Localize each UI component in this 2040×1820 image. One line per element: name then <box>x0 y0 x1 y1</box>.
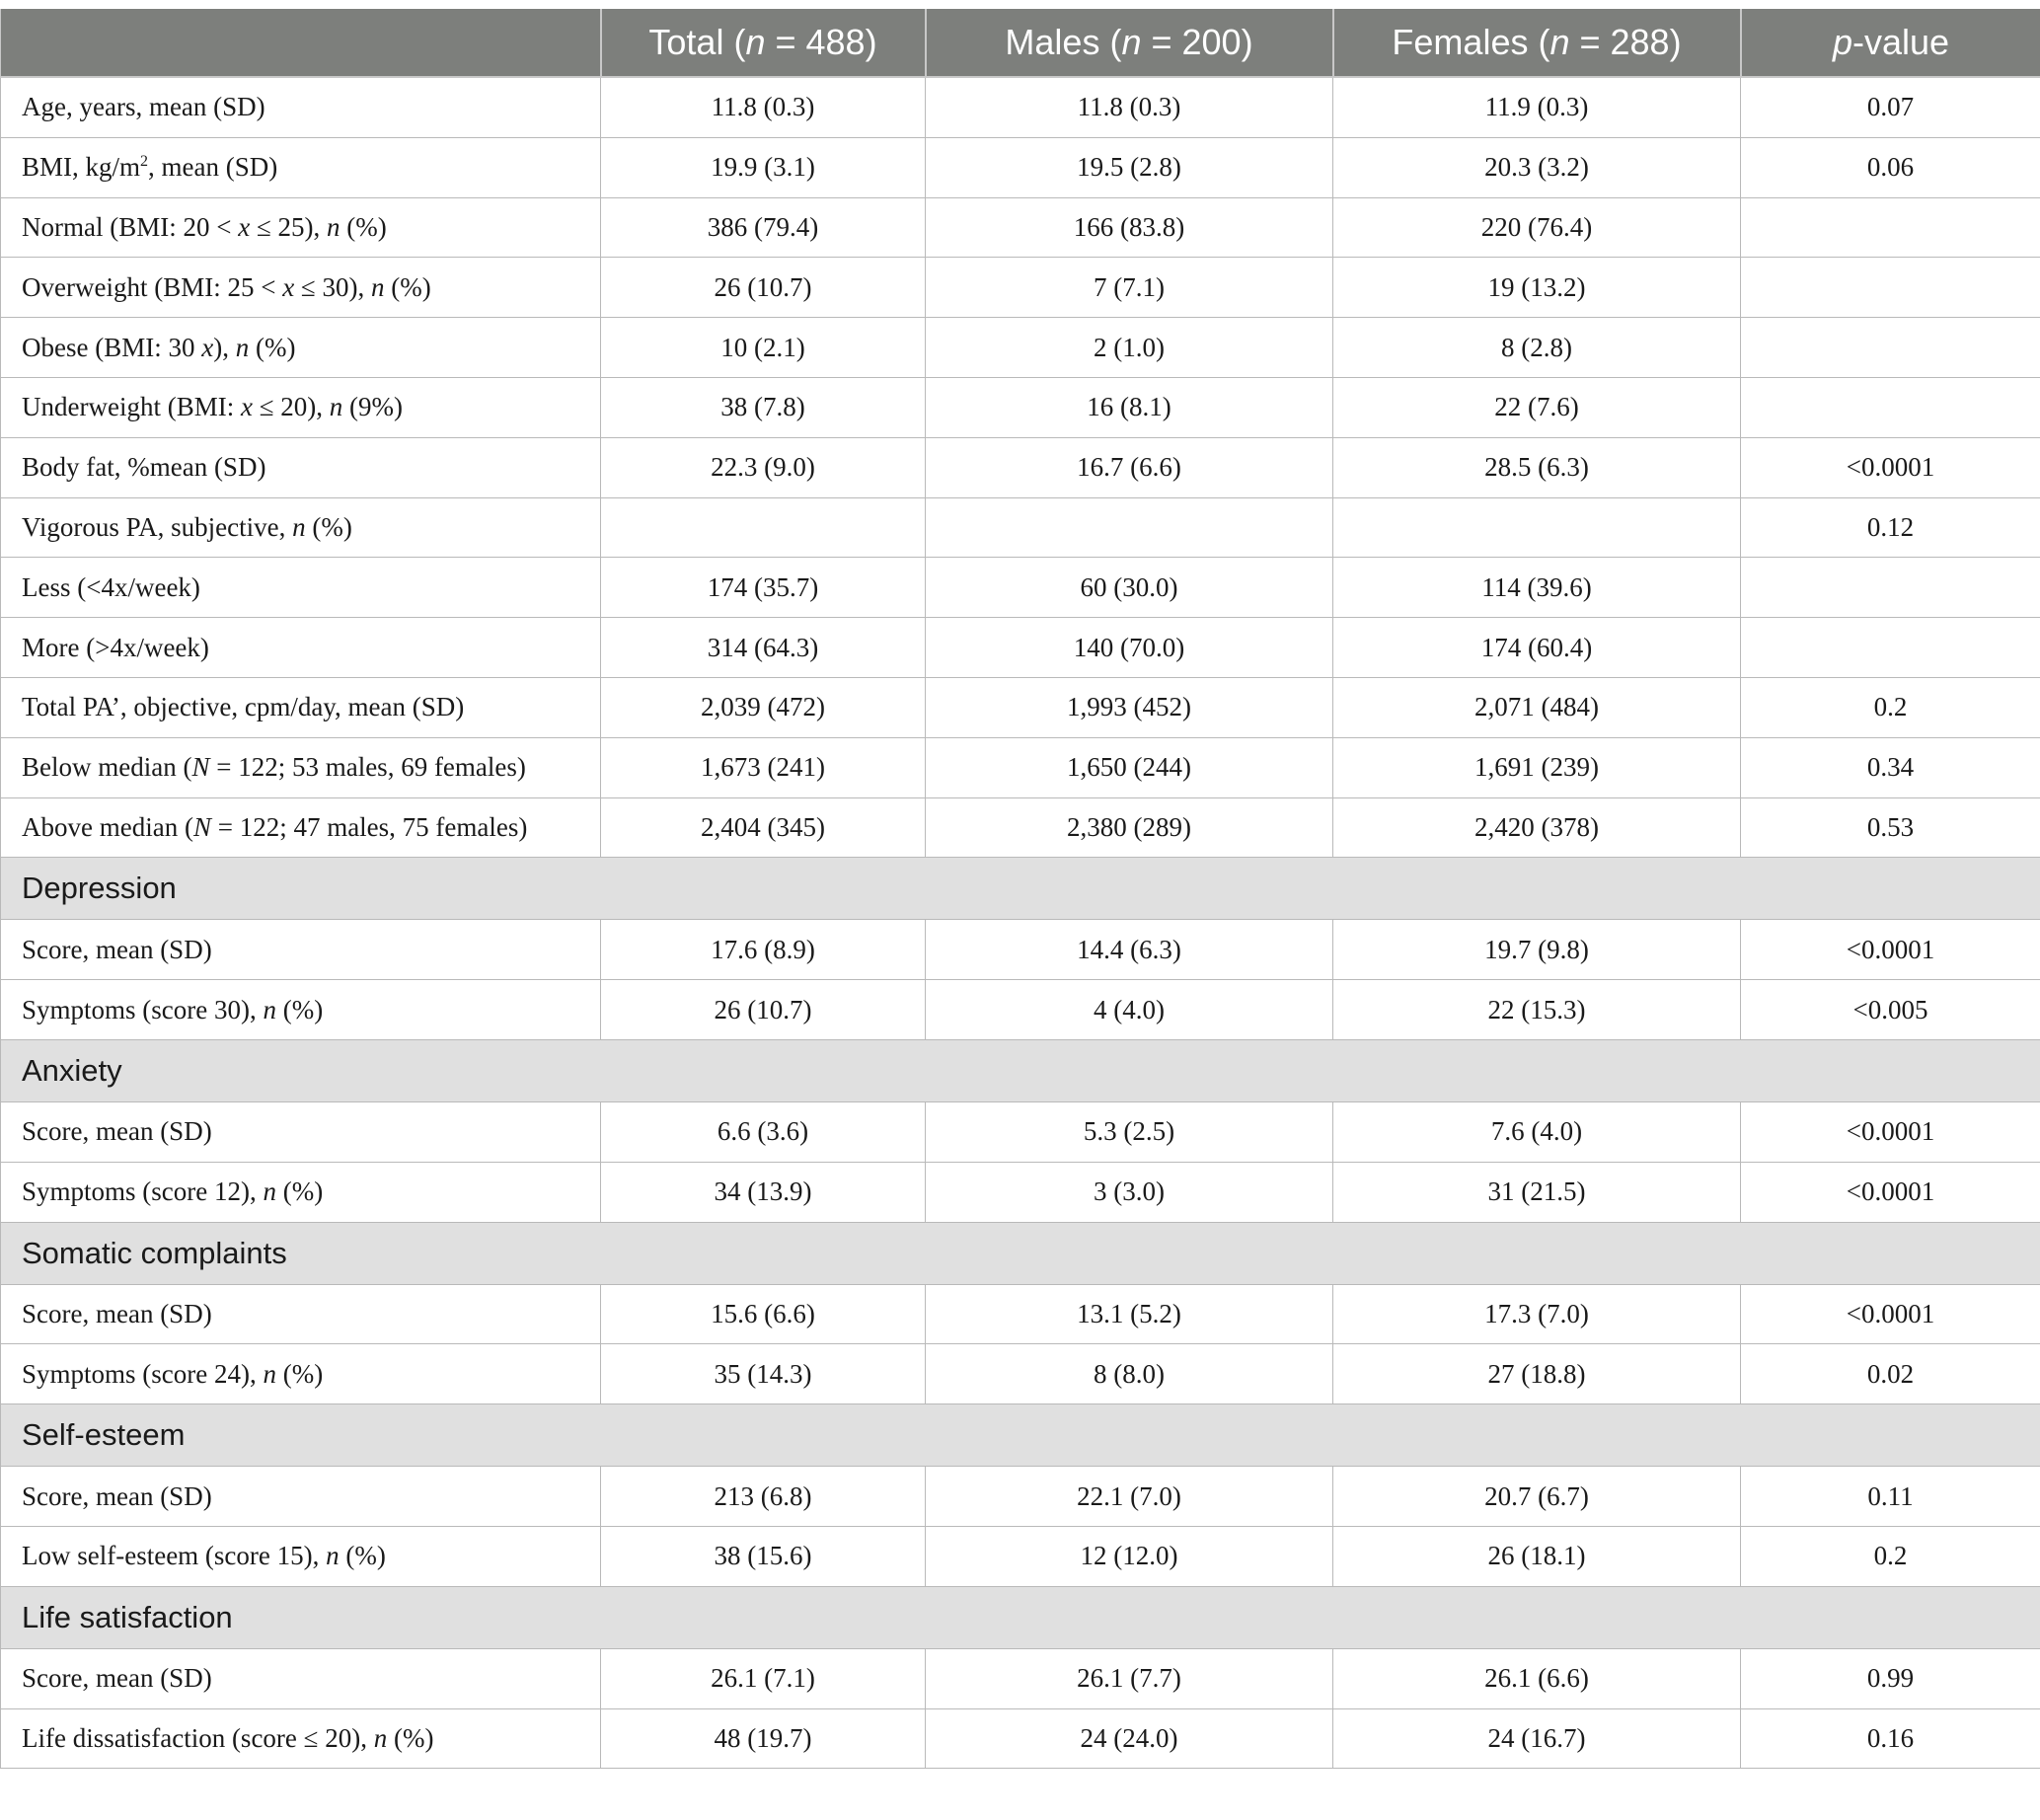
table-row <box>1 258 2040 318</box>
cell-males: 22.1 (7.0) <box>926 1467 1333 1527</box>
section-header-row <box>1 1586 2040 1648</box>
cell-p-value: 0.53 <box>1741 797 2040 858</box>
cell-females: 20.3 (3.2) <box>1333 137 1741 197</box>
section-title: Self-esteem <box>1 1404 2040 1467</box>
table-row <box>1 980 2040 1040</box>
row-label: More (>4x/week) <box>1 618 601 678</box>
cell-females: 22 (7.6) <box>1333 377 1741 437</box>
cell-total: 2,039 (472) <box>601 677 926 737</box>
cell-males: 16 (8.1) <box>926 377 1333 437</box>
table-row <box>1 737 2040 797</box>
table-row <box>1 1284 2040 1344</box>
cell-total: 386 (79.4) <box>601 197 926 258</box>
row-label: Underweight (BMI: x ≤ 20), n (9%) <box>1 377 601 437</box>
row-label: Low self-esteem (score 15), n (%) <box>1 1526 601 1586</box>
cell-females <box>1333 497 1741 558</box>
cell-total: 174 (35.7) <box>601 558 926 618</box>
characteristics-table <box>0 9 2040 1769</box>
table-row <box>1 1526 2040 1586</box>
cell-females: 114 (39.6) <box>1333 558 1741 618</box>
cell-total: 213 (6.8) <box>601 1467 926 1527</box>
cell-p-value <box>1741 197 2040 258</box>
cell-males: 166 (83.8) <box>926 197 1333 258</box>
cell-total: 2,404 (345) <box>601 797 926 858</box>
cell-total: 1,673 (241) <box>601 737 926 797</box>
row-label: Score, mean (SD) <box>1 1648 601 1708</box>
table-row <box>1 377 2040 437</box>
section-title: Somatic complaints <box>1 1222 2040 1284</box>
cell-total: 6.6 (3.6) <box>601 1101 926 1162</box>
cell-total: 38 (7.8) <box>601 377 926 437</box>
table-row <box>1 437 2040 497</box>
cell-females: 19.7 (9.8) <box>1333 920 1741 980</box>
cell-p-value: 0.11 <box>1741 1467 2040 1527</box>
row-label: Age, years, mean (SD) <box>1 77 601 137</box>
cell-males: 11.8 (0.3) <box>926 77 1333 137</box>
table-row <box>1 797 2040 858</box>
cell-total: 26.1 (7.1) <box>601 1648 926 1708</box>
table-row <box>1 197 2040 258</box>
cell-p-value <box>1741 258 2040 318</box>
cell-males: 24 (24.0) <box>926 1708 1333 1769</box>
cell-p-value: 0.07 <box>1741 77 2040 137</box>
row-label: Score, mean (SD) <box>1 1467 601 1527</box>
cell-total: 10 (2.1) <box>601 318 926 378</box>
cell-total: 15.6 (6.6) <box>601 1284 926 1344</box>
header-females: Females (n = 288) <box>1333 9 1741 77</box>
cell-total: 17.6 (8.9) <box>601 920 926 980</box>
row-label: Symptoms (score 30), n (%) <box>1 980 601 1040</box>
cell-females: 24 (16.7) <box>1333 1708 1741 1769</box>
table-row <box>1 1162 2040 1222</box>
cell-total: 314 (64.3) <box>601 618 926 678</box>
cell-p-value: 0.99 <box>1741 1648 2040 1708</box>
cell-males: 16.7 (6.6) <box>926 437 1333 497</box>
section-header-row <box>1 858 2040 920</box>
cell-females: 220 (76.4) <box>1333 197 1741 258</box>
cell-males: 140 (70.0) <box>926 618 1333 678</box>
cell-total: 35 (14.3) <box>601 1344 926 1404</box>
cell-females: 22 (15.3) <box>1333 980 1741 1040</box>
row-label: BMI, $kg/m^2$, mean (SD) <box>1 137 601 197</box>
cell-total: 26 (10.7) <box>601 258 926 318</box>
cell-females: 11.9 (0.3) <box>1333 77 1741 137</box>
cell-males: 12 (12.0) <box>926 1526 1333 1586</box>
cell-females: 174 (60.4) <box>1333 618 1741 678</box>
table-row <box>1 497 2040 558</box>
cell-total: 19.9 (3.1) <box>601 137 926 197</box>
table-row <box>1 77 2040 137</box>
cell-p-value: 0.02 <box>1741 1344 2040 1404</box>
section-title: Life satisfaction <box>1 1586 2040 1648</box>
cell-p-value: 0.2 <box>1741 677 2040 737</box>
cell-p-value: 0.06 <box>1741 137 2040 197</box>
table-row <box>1 1101 2040 1162</box>
cell-total: 22.3 (9.0) <box>601 437 926 497</box>
cell-females: 27 (18.8) <box>1333 1344 1741 1404</box>
header-row <box>1 9 2040 77</box>
cell-males: 13.1 (5.2) <box>926 1284 1333 1344</box>
cell-males: 3 (3.0) <box>926 1162 1333 1222</box>
row-label: Score, mean (SD) <box>1 1284 601 1344</box>
table-body <box>1 77 2040 1769</box>
cell-males: 1,993 (452) <box>926 677 1333 737</box>
cell-females: 8 (2.8) <box>1333 318 1741 378</box>
cell-p-value <box>1741 377 2040 437</box>
cell-p-value: 0.34 <box>1741 737 2040 797</box>
cell-p-value: 0.2 <box>1741 1526 2040 1586</box>
row-label: Symptoms (score 12), n (%) <box>1 1162 601 1222</box>
cell-total: 34 (13.9) <box>601 1162 926 1222</box>
cell-females: 1,691 (239) <box>1333 737 1741 797</box>
table-header <box>1 9 2040 77</box>
cell-p-value: 0.16 <box>1741 1708 2040 1769</box>
cell-males: 8 (8.0) <box>926 1344 1333 1404</box>
section-title: Depression <box>1 858 2040 920</box>
cell-total: 11.8 (0.3) <box>601 77 926 137</box>
table-row <box>1 1344 2040 1404</box>
cell-total <box>601 497 926 558</box>
cell-females: 26.1 (6.6) <box>1333 1648 1741 1708</box>
row-label: Score, mean (SD) <box>1 920 601 980</box>
row-label: Total PA’, objective, cpm/day, mean (SD) <box>1 677 601 737</box>
header-total: Total (n = 488) <box>601 9 926 77</box>
cell-p-value: <0.0001 <box>1741 1284 2040 1344</box>
table-row <box>1 558 2040 618</box>
cell-females: 2,420 (378) <box>1333 797 1741 858</box>
cell-females: 19 (13.2) <box>1333 258 1741 318</box>
cell-males: 60 (30.0) <box>926 558 1333 618</box>
cell-males: 1,650 (244) <box>926 737 1333 797</box>
cell-males: 14.4 (6.3) <box>926 920 1333 980</box>
cell-females: 31 (21.5) <box>1333 1162 1741 1222</box>
row-label: Obese (BMI: 30 x), n (%) <box>1 318 601 378</box>
row-label: Above median (N = 122; 47 males, 75 females) <box>1 797 601 858</box>
cell-females: 17.3 (7.0) <box>1333 1284 1741 1344</box>
cell-total: 26 (10.7) <box>601 980 926 1040</box>
cell-p-value: <0.0001 <box>1741 437 2040 497</box>
cell-males: 26.1 (7.7) <box>926 1648 1333 1708</box>
cell-p-value: <0.0001 <box>1741 920 2040 980</box>
cell-p-value: <0.0001 <box>1741 1101 2040 1162</box>
cell-males: 19.5 (2.8) <box>926 137 1333 197</box>
cell-males: 5.3 (2.5) <box>926 1101 1333 1162</box>
cell-females: 26 (18.1) <box>1333 1526 1741 1586</box>
cell-total: 48 (19.7) <box>601 1708 926 1769</box>
section-title: Anxiety <box>1 1039 2040 1101</box>
cell-p-value <box>1741 618 2040 678</box>
row-label: Body fat, %mean (SD) <box>1 437 601 497</box>
cell-females: 20.7 (6.7) <box>1333 1467 1741 1527</box>
table-row <box>1 1467 2040 1527</box>
cell-females: 28.5 (6.3) <box>1333 437 1741 497</box>
row-label: Symptoms (score 24), n (%) <box>1 1344 601 1404</box>
table-row <box>1 318 2040 378</box>
cell-p-value <box>1741 318 2040 378</box>
row-label: Normal (BMI: 20 < x ≤ 25), n (%) <box>1 197 601 258</box>
row-label: Below median (N = 122; 53 males, 69 females) <box>1 737 601 797</box>
table-row <box>1 1648 2040 1708</box>
cell-total: 38 (15.6) <box>601 1526 926 1586</box>
table-row <box>1 1708 2040 1769</box>
cell-males: 2 (1.0) <box>926 318 1333 378</box>
row-label: Less (<4x/week) <box>1 558 601 618</box>
cell-females: 7.6 (4.0) <box>1333 1101 1741 1162</box>
table-row <box>1 920 2040 980</box>
header-label-column <box>1 9 601 77</box>
row-label: Vigorous PA, subjective, n (%) <box>1 497 601 558</box>
section-header-row <box>1 1404 2040 1467</box>
row-label: Life dissatisfaction (score ≤ 20), n (%) <box>1 1708 601 1769</box>
header-p-value: p-value <box>1741 9 2040 77</box>
section-header-row <box>1 1039 2040 1101</box>
cell-males: 2,380 (289) <box>926 797 1333 858</box>
row-label: Score, mean (SD) <box>1 1101 601 1162</box>
row-label: Overweight (BMI: 25 < x ≤ 30), n (%) <box>1 258 601 318</box>
cell-females: 2,071 (484) <box>1333 677 1741 737</box>
section-header-row <box>1 1222 2040 1284</box>
cell-males: 4 (4.0) <box>926 980 1333 1040</box>
header-males: Males (n = 200) <box>926 9 1333 77</box>
table-row <box>1 618 2040 678</box>
cell-p-value: <0.005 <box>1741 980 2040 1040</box>
cell-p-value: <0.0001 <box>1741 1162 2040 1222</box>
cell-p-value: 0.12 <box>1741 497 2040 558</box>
table-row <box>1 137 2040 197</box>
cell-p-value <box>1741 558 2040 618</box>
cell-males: 7 (7.1) <box>926 258 1333 318</box>
cell-males <box>926 497 1333 558</box>
table-row <box>1 677 2040 737</box>
